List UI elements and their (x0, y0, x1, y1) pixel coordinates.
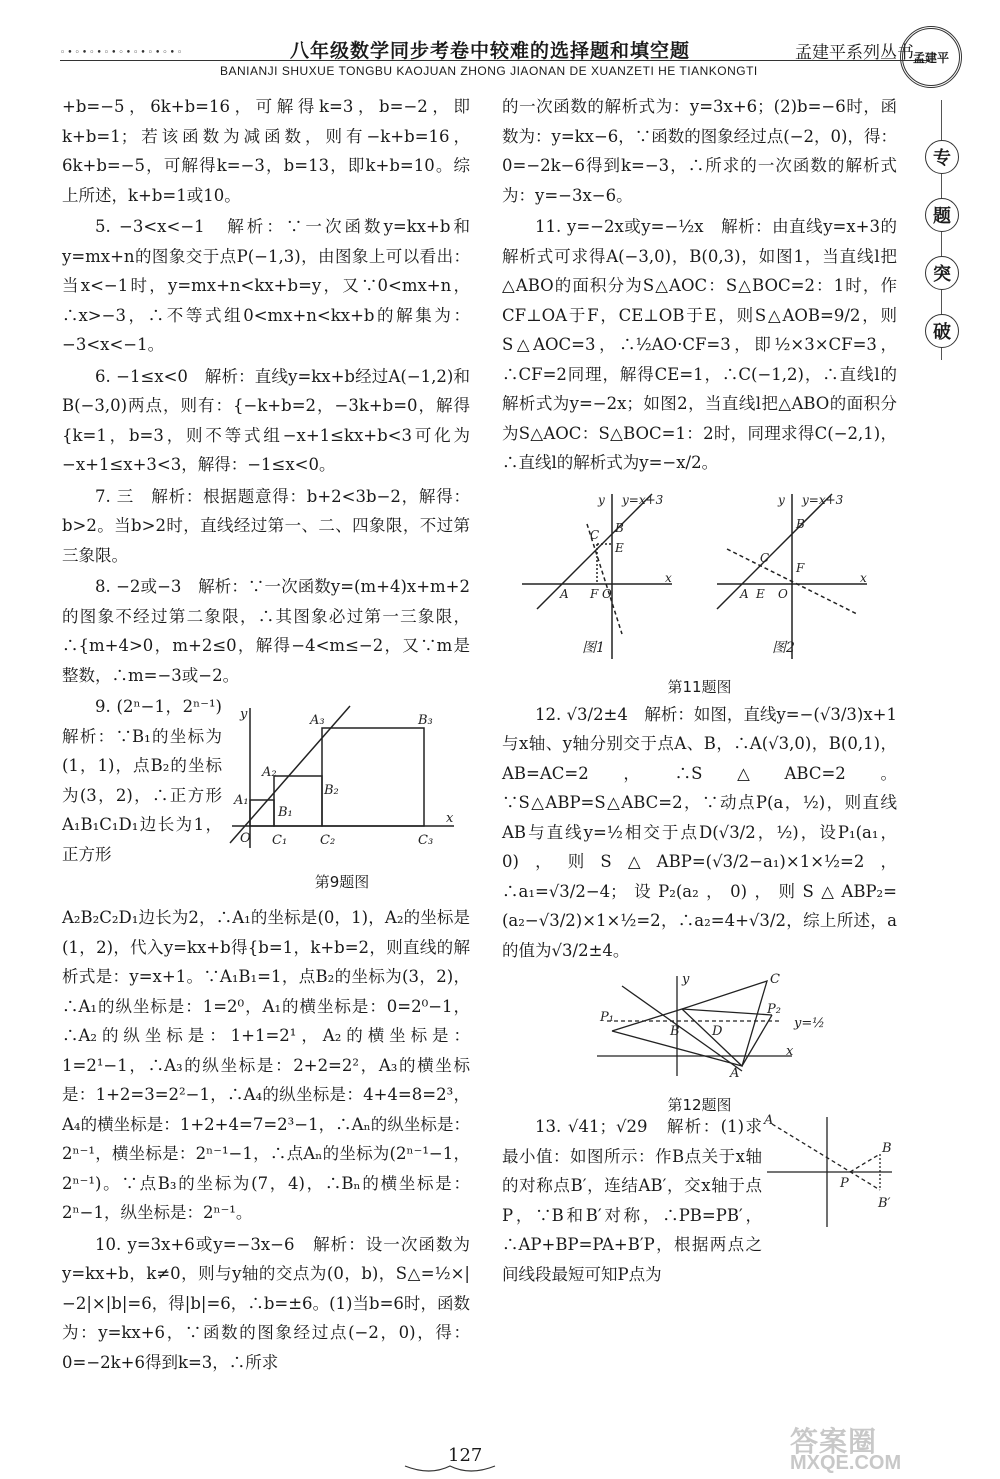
solution-11: 11. y=−2x或y=−½x 解析：由直线y=x+3的解析式可求得A(−3,0)，B(0,3)，如图1，当直线l把△ABO的面积分为S△AOC：S△BOC=2：1时，作CF⊥OA于F，CE⊥OB于E，则S△AOB=9/2，则S△AOC=3，∴½AO·CF=3，即½×3×CF=3，∴CF=2同理，解得CE=1，∴C(−1,2)，∴直线l的解析式为y=−2x；如图2，当直线l把△ABO的面积分为S△AOC：S△BOC=1：2时，同理求得C(−2,1)，∴直线l的解析式为y=−x/2。 (502, 217, 897, 472)
figure-12-svg (502, 971, 897, 1081)
fig9-square-1 (250, 800, 274, 826)
fig11-label-2: 图2 (772, 639, 795, 656)
fig11b-label-y: y (778, 492, 785, 507)
solution-9-start: 9. (2ⁿ−1，2ⁿ⁻¹) 解析：∵B₁的坐标为(1，1)，点B₂的坐标为(3，2)，∴正方形A₁B₁C₁D₁边长为1，正方形 (62, 697, 239, 864)
fig12-label-x: x (786, 1044, 794, 1059)
solution-5: 5. −3<x<−1 解析：∵一次函数y=kx+b和y=mx+n的图象交于点P(−1,3)，由图象上可以看出：当x<−1时，y=mx+n<kx+b=y，又∵0<mx+n，∴x>−3，∴不等式组0<mx+n<kx+b的解集为：−3<x<−1。 (62, 217, 470, 354)
fig11a-eq: y=x+3 (622, 492, 664, 507)
page-number: 127 (448, 1445, 483, 1466)
fig12-eq: y=½ (794, 1016, 825, 1031)
fig9-label-x: x (446, 811, 454, 826)
solution-4-end: +b=−5，6k+b=16，可解得k=3，b=−2，即k+b=1；若该函数为减函数，则有−k+b=16，6k+b=−5，可解得k=−3，b=13，即k+b=10。综上所述，k+b=1或10。 (62, 97, 470, 205)
watermark-url: MXQE.COM (790, 1452, 902, 1474)
fig11a-label-y: y (598, 492, 605, 507)
figure-11-svg (502, 484, 897, 664)
fig13-label-bprime: B′ (878, 1196, 891, 1211)
solution-13-block (502, 1112, 897, 1291)
fig11a-label-c: C (590, 527, 600, 542)
fig9-label-b2: B₂ (324, 783, 339, 798)
fig9-label-c1: C₁ (272, 833, 288, 848)
fig11b-label-o: O (778, 586, 788, 601)
fig9-label-a3: A₃ (310, 713, 325, 728)
figure-12 (502, 971, 897, 1114)
fig9-square-3 (322, 728, 424, 826)
side-tabs (925, 140, 965, 372)
fig11b-label-c: C (760, 550, 770, 565)
fig9-label-y: y (240, 707, 248, 722)
header-dots: ◦•◦•◦•◦•◦•◦•◦•◦•◦ (60, 48, 185, 58)
solution-6: 6. −1≤x<0 解析：直线y=kx+b经过A(−1,2)和B(−3,0)两点，则有：{−k+b=2，−3k+b=0，解得{k=1，b=3，则不等式组−x+1≤kx+b<3可化为−x+1≤x+3<3，解得：−1≤x<0。 (62, 366, 470, 474)
publisher-logo: 孟建平 (900, 26, 962, 88)
fig13-label-p: P (840, 1176, 849, 1191)
fig11a-label-o: O (602, 586, 612, 601)
solution-13: 13. √41；√29 解析：(1)求最小值：如图所示：作B点关于x轴的对称点B′，连结AB′，交x轴于点P，∵B和B′对称，∴PB=PB′，∴AP+BP=PA+B′P，根据两点之间线段最短可知P点为 (502, 1117, 762, 1284)
fig12-label-p2: P₂ (767, 1002, 781, 1017)
right-column (502, 92, 897, 1291)
fig11b-eq: y=x+3 (802, 492, 844, 507)
fig9-label-o: O (240, 831, 251, 846)
fig12-label-y: y (682, 972, 690, 987)
fig11b-label-e: E (756, 586, 765, 601)
solution-7: 7. 三 解析：根据题意得：b+2<3b−2，解得：b>2。当b>2时，直线经过第一、二、四象限，不过第三象限。 (62, 486, 470, 565)
figure-9-svg (222, 698, 462, 858)
left-column (62, 92, 470, 1379)
figure-13-svg (762, 1112, 897, 1232)
fig12-p2a (742, 1015, 772, 1066)
fig11a-label-b: B (615, 520, 624, 535)
side-tab-tu: 突 (925, 256, 959, 290)
fig11-label-1: 图1 (582, 639, 605, 656)
side-tab-zhuan: 专 (925, 140, 959, 174)
figure-11-caption: 第11题图 (667, 678, 732, 696)
fig9-label-c2: C₂ (320, 833, 336, 848)
fig11b-label-x: x (860, 570, 867, 585)
series-name: 孟建平系列丛书 (795, 43, 914, 63)
fig12-label-d: D (712, 1024, 723, 1039)
solution-10-start: 10. y=3x+6或y=−3x−6 解析：设一次函数为y=kx+b，k≠0，则与y轴的交点为(0，b)，S△=½×|−2|×|b|=6，得|b|=6，∴b=±6。(1)当b=6时，函数为：y=kx+6，∵函数的图象经过点(−2，0)，得：0=−2k+6得到k=3，∴所求 (62, 1234, 470, 1372)
fig11b-label-a: A (740, 586, 749, 601)
side-tab-ti: 题 (925, 198, 959, 232)
fig9-label-b3: B₃ (418, 713, 433, 728)
fig9-label-c3: C₃ (418, 833, 434, 848)
fig11a-label-x: x (665, 570, 672, 585)
title-pinyin: BANIANJI SHUXUE TONGBU KAOJUAN ZHONG JIAONAN DE XUANZETI HE TIANKONGTI (220, 64, 758, 78)
fig11a-label-a: A (560, 586, 569, 601)
figure-12-caption: 第12题图 (667, 1095, 732, 1114)
fig11b-label-f: F (796, 560, 805, 575)
fig12-label-c: C (770, 972, 780, 987)
figure-11 (502, 484, 897, 694)
fig11a-label-f: F (590, 586, 599, 601)
fig13-ab-prime (772, 1124, 880, 1190)
figure-9 (222, 698, 462, 897)
page-header (60, 30, 930, 80)
fig11b-label-b: B (796, 516, 805, 531)
fig9-line (230, 706, 350, 843)
solution-8: 8. −2或−3 解析：∵一次函数y=(m+4)x+m+2的图象不经过第二象限，∴其图象必过第一三象限，∴{m+4>0，m+2≤0，解得−4<m≤−2，又∵m是整数，∴m=−3或−2。 (62, 577, 470, 685)
fig9-label-a2: A₂ (262, 765, 277, 780)
book-title: 八年级数学同步考卷中较难的选择题和填空题 (290, 40, 691, 62)
fig9-label-b1: B₁ (278, 805, 293, 820)
fig9-label-a1: A₁ (234, 793, 249, 808)
solution-9-end: A₂B₂C₂D₁边长为2，∴A₁的坐标是(0，1)，A₂的坐标是(1，2)，代入y=kx+b得{b=1，k+b=2，则直线的解析式是：y=x+1。∵A₁B₁=1，点B₂的坐标为(3，2)，∴A₁的纵坐标是：1=2⁰，A₁的横坐标是：0=2⁰−1，∴A₂的纵坐标是：1+1=2¹，A₂的横坐标是：1=2¹−1，∴A₃的纵坐标是：2+2=2²，A₃的横坐标是：1+2=3=2²−1，∴A₄的纵坐标是：4+4=8=2³，A₄的横坐标是：1+2+4=7=2³−1，∴Aₙ的纵坐标是：2ⁿ⁻¹，横坐标是：2ⁿ⁻¹−1，∴点Aₙ的坐标为(2ⁿ⁻¹−1，2ⁿ⁻¹)。∵点B₃的坐标为(7，4)，∴Bₙ的横坐标是：2ⁿ−1，纵坐标是：2ⁿ⁻¹。 (62, 908, 470, 1222)
fig11a-label-e: E (615, 540, 624, 555)
fig12-label-b: B (670, 1024, 680, 1039)
page-ornament (400, 1462, 500, 1474)
fig12-label-a: A (730, 1066, 740, 1081)
solution-12: 12. √3/2±4 解析：如图，直线y=−(√3/3)x+1与x轴、y轴分别交于点A、B，∴A(√3,0)，B(0,1)，AB=AC=2，∴S△ABC=2。∵S△ABP=S△ABC=2，∵动点P(a，½)，则直线AB与直线y=½相交于点D(√3/2，½)，设P₁(a₁，0)，则S△ABP=(√3/2−a₁)×1×½=2，∴a₁=√3/2−4；设P₂(a₂，0)，则S△ABP₂=(a₂−√3/2)×1×½=2，∴a₂=4+√3/2，综上所述，a的值为√3/2±4。 (502, 704, 897, 960)
fig13-label-b: B (882, 1141, 892, 1156)
header-rule (60, 60, 930, 61)
fig12-label-p1: P₁ (600, 1010, 614, 1025)
fig13-label-a: A (764, 1113, 774, 1128)
figure-9-caption: 第9题图 (314, 872, 370, 891)
fig12-line-ab (622, 986, 742, 1071)
solution-10-end: 的一次函数的解析式为：y=3x+6；(2)b=−6时，函数为：y=kx−6，∵函数的图象经过点(−2，0)，得：0=−2k−6得到k=−3，∴所求的一次函数的解析式为：y=−3x−6。 (502, 97, 897, 205)
fig11b-line (717, 494, 832, 609)
side-tab-po: 破 (925, 314, 959, 348)
fig13-pb (850, 1154, 880, 1172)
solution-9-block (62, 692, 470, 903)
watermark: 答案圈 (790, 1426, 878, 1457)
